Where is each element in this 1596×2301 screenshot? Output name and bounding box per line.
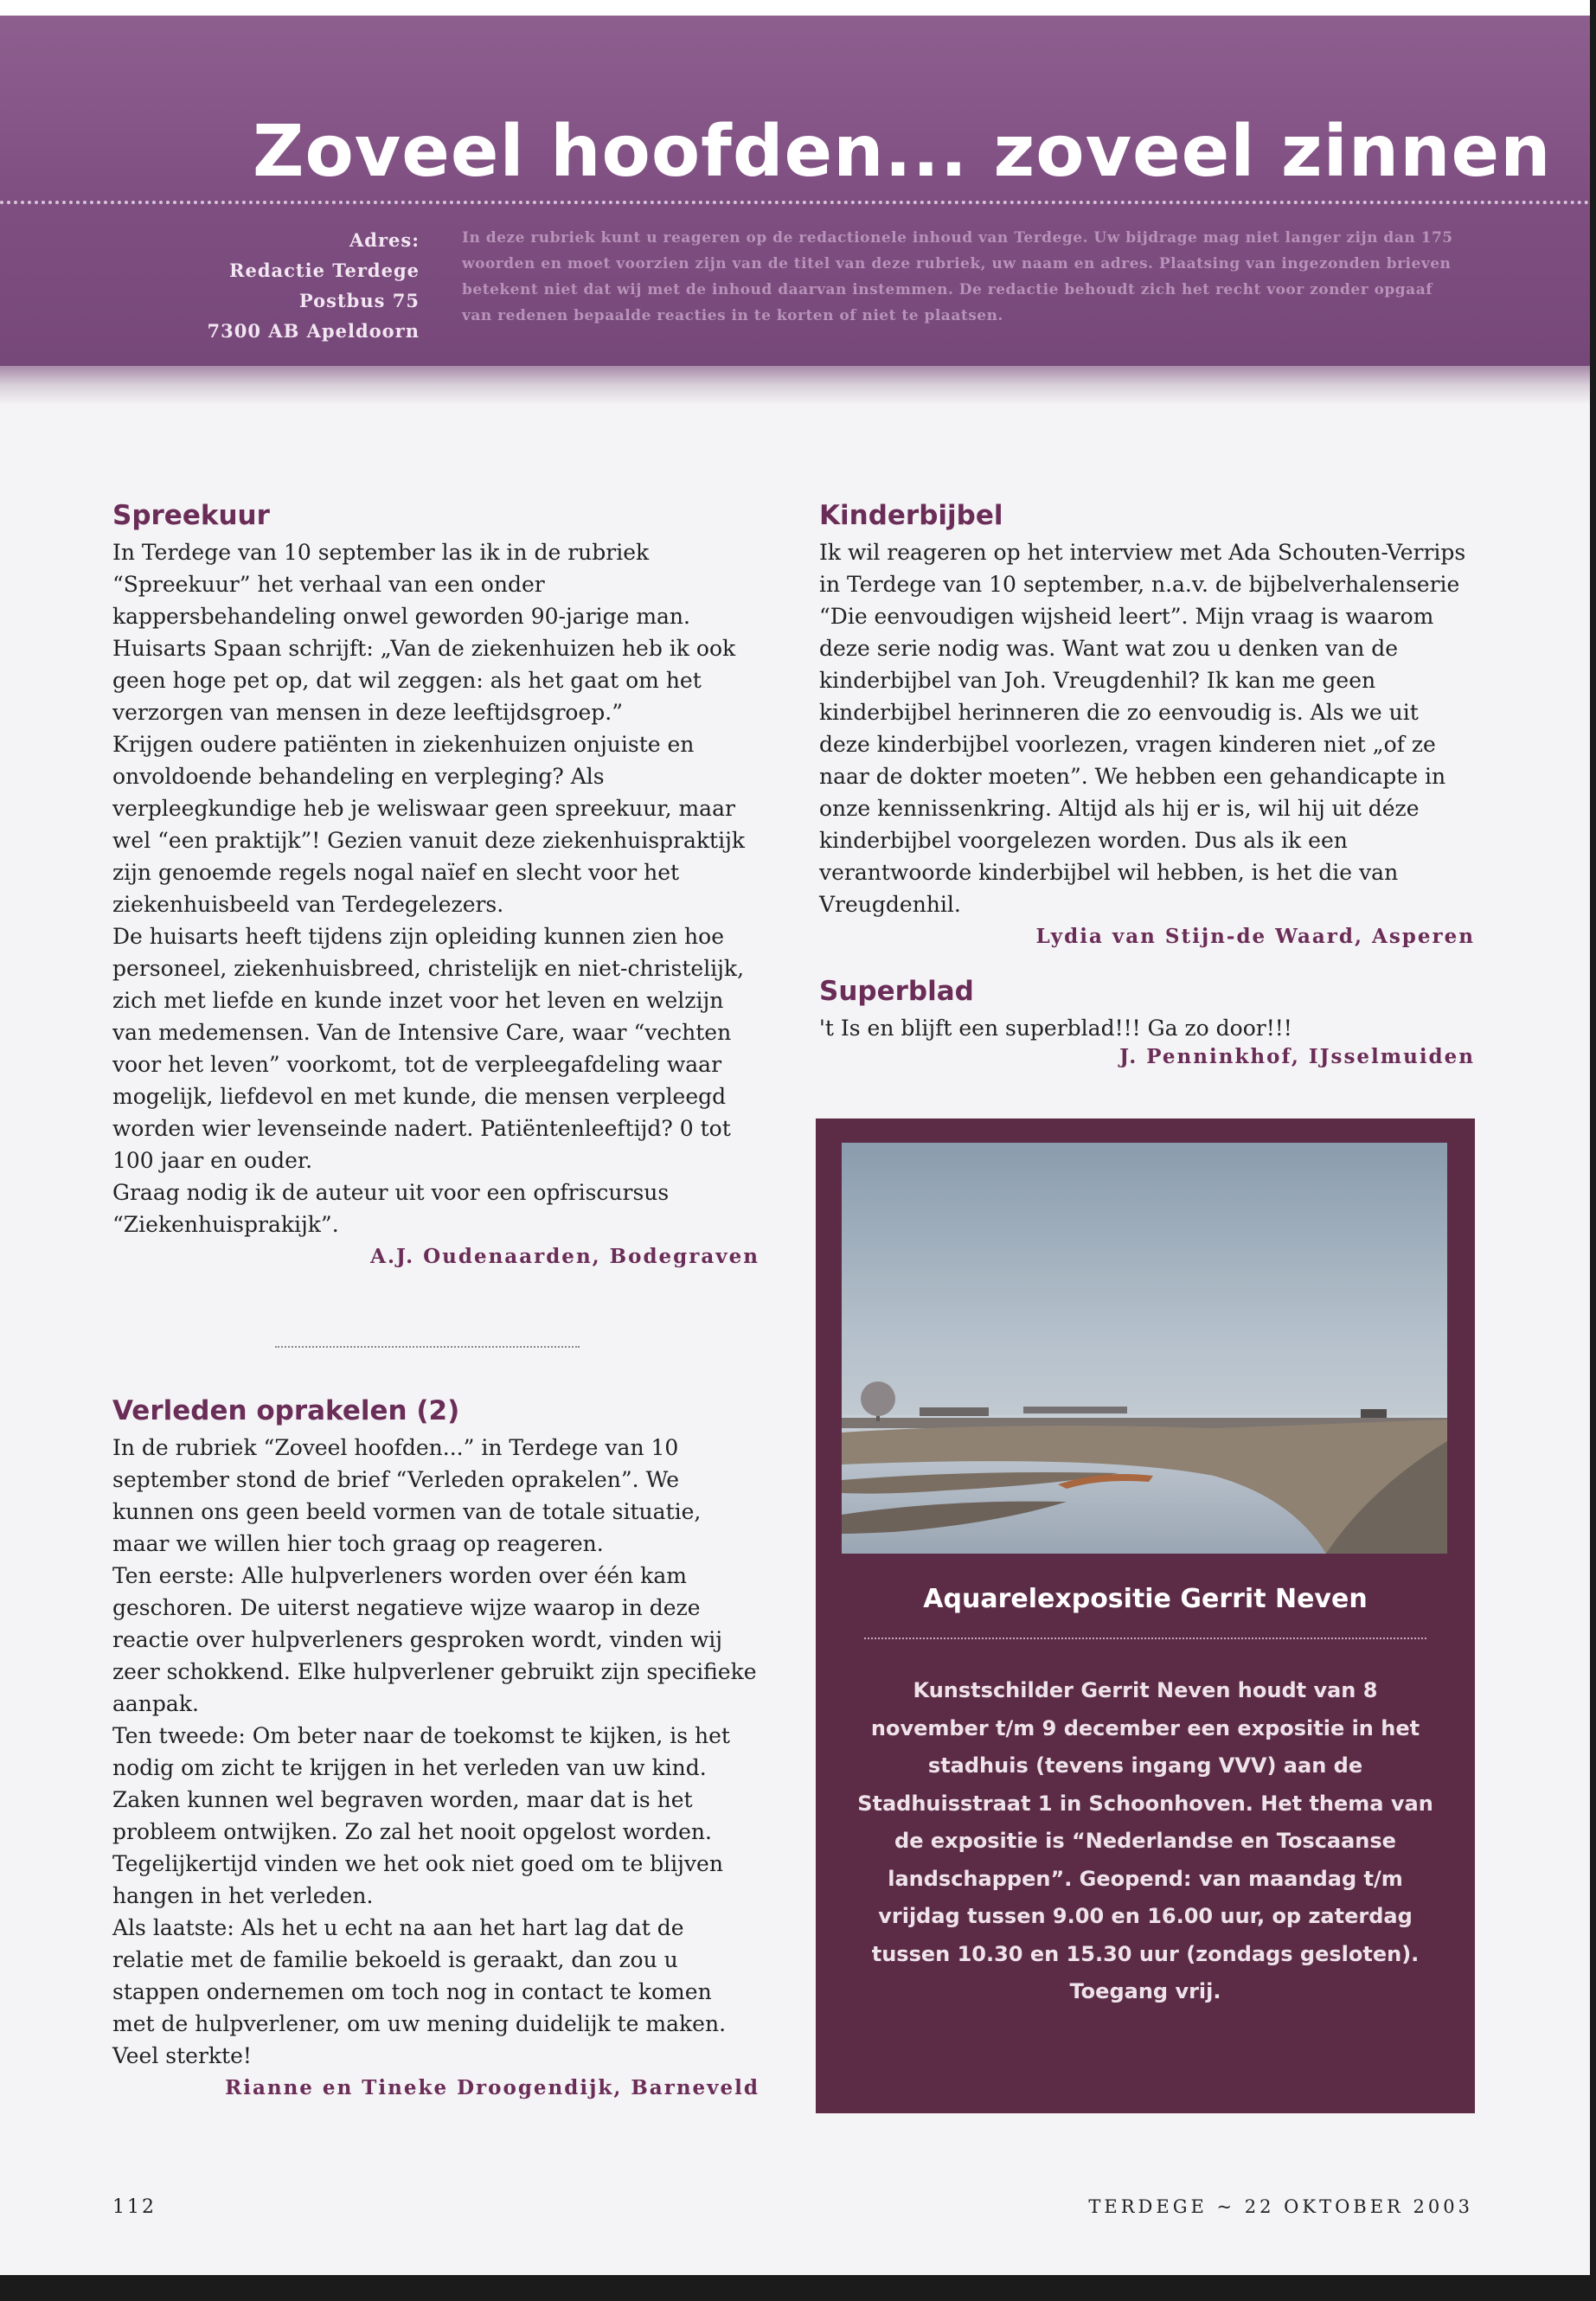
article-body bbox=[112, 536, 760, 1240]
header-dotted-divider bbox=[0, 201, 1590, 204]
article-paragraph: In de rubriek “Zoveel hoofden...” in Terdege van 10 september stond de brief “Verleden oprakelen”. We kunnen ons geen beeld vormen van de totale situatie, maar we willen hier toch graag op reageren. bbox=[112, 1435, 702, 1556]
scan-edge-bottom bbox=[0, 2275, 1596, 2301]
article-verleden-oprakelen bbox=[112, 1395, 760, 2104]
article-signature: J. Penninkhof, IJsselmuiden bbox=[1119, 1045, 1475, 1068]
exhibition-box bbox=[816, 1118, 1475, 2113]
exhibition-title: Aquarelexpositie Gerrit Neven bbox=[923, 1584, 1368, 1614]
article-separator bbox=[275, 1346, 580, 1348]
article-superblad bbox=[819, 976, 1475, 1070]
top-page-margin bbox=[0, 0, 1596, 16]
header-fade bbox=[0, 366, 1590, 405]
article-heading: Verleden oprakelen (2) bbox=[112, 1395, 460, 1426]
page-number: 112 bbox=[112, 2196, 157, 2218]
article-paragraph: Ten tweede: Om beter naar de toekomst te kijken, is het nodig om zicht te krijgen in het verleden van uw kind. Zaken kunnen wel begraven worden, maar dat is het probleem ontwijken. Zo zal het nooit opgelost worden. Tegelijkertijd vinden we het ook niet goed om te blijven hangen in het verleden. bbox=[112, 1723, 730, 1908]
article-paragraph: In Terdege van 10 september las ik in de rubriek “Spreekuur” het verhaal van een onder kappersbehandeling onwel geworden 90-jarige man. Huisarts Spaan schrijft: „Van de ziekenhuizen heb ik ook geen hoge pet op, dat wil zeggen: als het gaat om het verzorgen van mensen in deze leeftijdsgroep.” bbox=[112, 540, 736, 725]
article-body bbox=[819, 1012, 1475, 1044]
address-line-po-box: Postbus 75 bbox=[298, 290, 420, 311]
address-line-city: 7300 AB Apeldoorn bbox=[207, 320, 420, 342]
scan-edge-right bbox=[1590, 0, 1596, 2301]
editorial-address bbox=[156, 225, 420, 346]
article-heading: Superblad bbox=[819, 976, 974, 1007]
address-line-editor: Redactie Terdege bbox=[229, 260, 420, 281]
rubric-description: In deze rubriek kunt u reageren op de redactionele inhoud van Terdege. Uw bijdrage mag niet langer zijn dan 175 woorden en moet voorzien zijn van de titel van deze rubriek, uw naam en adres. Plaatsing van ingezonden brieven betekent niet dat wij met de inhoud daarvan instemmen. De redactie behoudt zich het recht voor zonder opgaaf van redenen bepaalde reacties in te korten of niet te plaatsen. bbox=[462, 229, 1453, 324]
article-paragraph: Als laatste: Als het u echt na aan het hart lag dat de relatie met de familie bekoeld is geraakt, dan zou u stappen ondernemen om toch nog in contact te komen met de hulpverlener, om uw mening duidelijk te maken. Veel sterkte! bbox=[112, 1915, 727, 2068]
magazine-page bbox=[0, 16, 1590, 2275]
exhibition-text: Kunstschilder Gerrit Neven houdt van 8 november t/m 9 december een expositie in het stadhuis (tevens ingang VVV) aan de Stadhuisstraat 1 in Schoonhoven. Het thema van de expositie is “Nederlandse en Toscaanse landschappen”. Geopend: van maandag t/m vrijdag tussen 9.00 en 16.00 uur, op zaterdag tussen 10.30 en 15.30 uur (zondags gesloten). Toegang vrij. bbox=[857, 1678, 1433, 2003]
landscape-watercolor-image bbox=[842, 1143, 1447, 1554]
article-paragraph: 't Is en blijft een superblad!!! Ga zo door!!! bbox=[819, 1016, 1292, 1041]
address-label: Adres: bbox=[349, 229, 420, 251]
article-signature: Lydia van Stijn-de Waard, Asperen bbox=[1035, 925, 1475, 948]
article-spreekuur bbox=[112, 500, 760, 1272]
article-heading: Spreekuur bbox=[112, 500, 270, 531]
article-paragraph: Ik wil reageren op het interview met Ada Schouten-Verrips in Terdege van 10 september, n.a.v. de bijbelverhalenserie “Die eenvoudigen wijsheid leert”. Mijn vraag is waarom deze serie nodig was. Want wat zou u denken van de kinderbijbel van Joh. Vreugdenhil? Ik kan me geen kinderbijbel herinneren die zo eenvoudig is. Als we uit deze kinderbijbel voorlezen, vragen kinderen niet „of ze naar de dokter moeten”. We hebben een gehandicapte in onze kennissenkring. Altijd als hij er is, wil hij uit déze kinderbijbel voorgelezen worden. Dus als ik een verantwoorde kinderbijbel wil hebben, is het die van Vreugdenhil. bbox=[819, 540, 1466, 917]
page-title: Zoveel hoofden... zoveel zinnen bbox=[253, 111, 1552, 193]
rubric-header bbox=[0, 16, 1590, 366]
article-signature: Rianne en Tineke Droogendijk, Barneveld bbox=[225, 2076, 760, 2099]
exhibition-divider bbox=[864, 1638, 1426, 1639]
article-paragraph: Graag nodig ik de auteur uit voor een opfriscursus “Ziekenhuisprakijk”. bbox=[112, 1180, 670, 1237]
article-signature: A.J. Oudenaarden, Bodegraven bbox=[370, 1245, 760, 1268]
article-paragraph: De huisarts heeft tijdens zijn opleiding kunnen zien hoe personeel, ziekenhuisbreed, christelijk en niet-christelijk, zich met liefde en kunde inzet voor het leven en welzijn van medemensen. Van de Intensive Care, waar “vechten voor het leven” voorkomt, tot de verpleegafdeling waar mogelijk, liefdevol en met kunde, die mensen verpleegd worden wier levenseinde nadert. Patiëntenleeftijd? 0 tot 100 jaar en ouder. bbox=[112, 924, 745, 1173]
article-paragraph: Krijgen oudere patiënten in ziekenhuizen onjuiste en onvoldoende behandeling en verpleging? Als verpleegkundige heb je weliswaar geen spreekuur, maar wel “een praktijk”! Gezien vanuit deze ziekenhuispraktijk zijn genoemde regels nogal naïef en slecht voor het ziekenhuisbeeld van Terdegelezers. bbox=[112, 732, 745, 917]
article-heading: Kinderbijbel bbox=[819, 500, 1003, 531]
article-body bbox=[112, 1432, 760, 2072]
publication-footer: TERDEGE ~ 22 OKTOBER 2003 bbox=[1088, 2196, 1473, 2217]
article-kinderbijbel bbox=[819, 500, 1475, 952]
landscape-photo bbox=[842, 1143, 1447, 1554]
article-paragraph: Ten eerste: Alle hulpverleners worden over één kam geschoren. De uiterst negatieve wijze waarop in deze reactie over hulpverleners gesproken wordt, vinden wij zeer schokkend. Elke hulpverlener gebruikt zijn specifieke aanpak. bbox=[112, 1563, 757, 1716]
article-body bbox=[819, 536, 1475, 920]
